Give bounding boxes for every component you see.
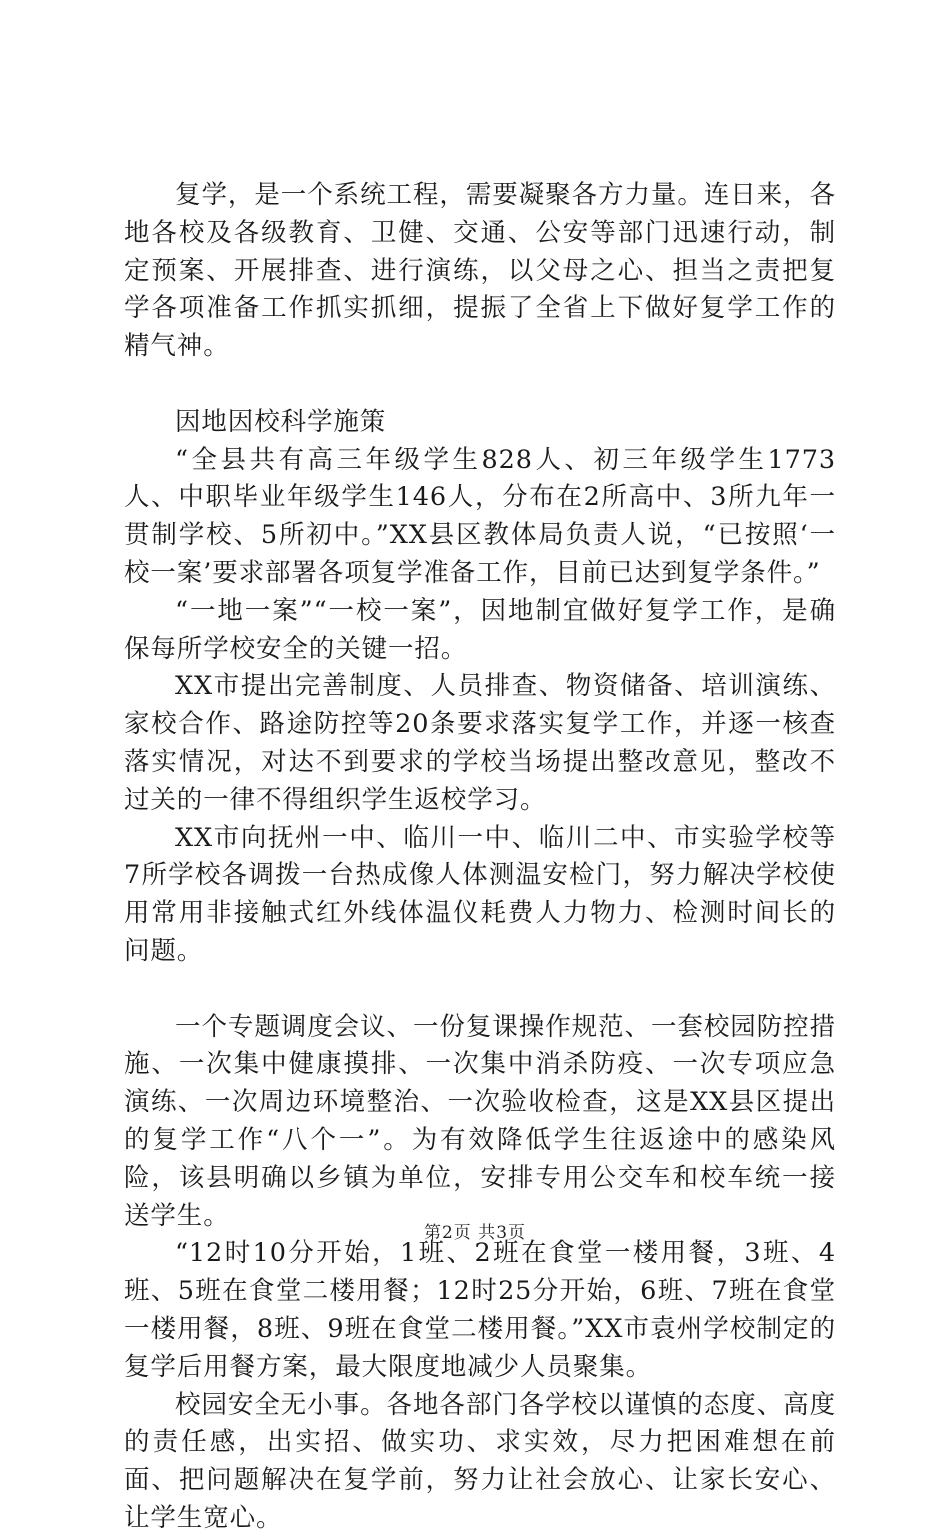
section-heading: 因地因校科学施策: [175, 406, 387, 437]
document-body: [124, 177, 836, 1538]
paragraph: “一地一案”“一校一案”，因地制宜做好复学工作，是确保每所学校安全的关键一招。: [124, 595, 836, 664]
paragraph: 一个专题调度会议、一份复课操作规范、一套校园防控措施、一次集中健康摸排、一次集中消杀防疫、一次专项应急演练、一次周边环境整治、一次验收检查，这是XX县区提出的复学工作“八个一”。为有效降低学生往返途中的感染风险，该县明确以乡镇为单位，安排专用公交车和校车统一接送学生。: [124, 1011, 836, 1231]
page-number-footer: 第2页 共3页: [423, 1223, 527, 1243]
paragraph: 校园安全无小事。各地各部门各学校以谨慎的态度、高度的责任感，出实招、做实功、求实效，尽力把困难想在前面、把问题解决在复学前，努力让社会放心、让家长安心、让学生宽心。: [124, 1389, 836, 1533]
paragraph-spacer: [124, 366, 836, 404]
paragraph-spacer: [124, 971, 836, 1009]
paragraph: “12时10分开始，1班、2班在食堂一楼用餐，3班、4班、5班在食堂二楼用餐；12时25分开始，6班、7班在食堂一楼用餐，8班、9班在食堂二楼用餐。”XX市袁州学校制定的复学后用餐方案，最大限度地减少人员聚集。: [124, 1238, 836, 1382]
paragraph: “全县共有高三年级学生828人、初三年级学生1773人、中职毕业年级学生146人，分布在2所高中、3所九年一贯制学校、5所初中。”XX县区教体局负责人说，“已按照‘一校一案’要求部署各项复学准备工作，目前已达到复学条件。”: [124, 444, 836, 588]
paragraph: 复学，是一个系统工程，需要凝聚各方力量。连日来，各地各校及各级教育、卫健、交通、公安等部门迅速行动，制定预案、开展排查、进行演练，以父母之心、担当之责把复学各项准备工作抓实抓细，提振了全省上下做好复学工作的精气神。: [124, 180, 836, 362]
paragraph: XX市向抚州一中、临川一中、临川二中、市实验学校等7所学校各调拨一台热成像人体测温安检门，努力解决学校使用常用非接触式红外线体温仪耗费人力物力、检测时间长的问题。: [124, 822, 836, 966]
paragraph: XX市提出完善制度、人员排查、物资储备、培训演练、家校合作、路途防控等20条要求落实复学工作，并逐一核查落实情况，对达不到要求的学校当场提出整改意见，整改不过关的一律不得组织学生返校学习。: [124, 671, 836, 815]
